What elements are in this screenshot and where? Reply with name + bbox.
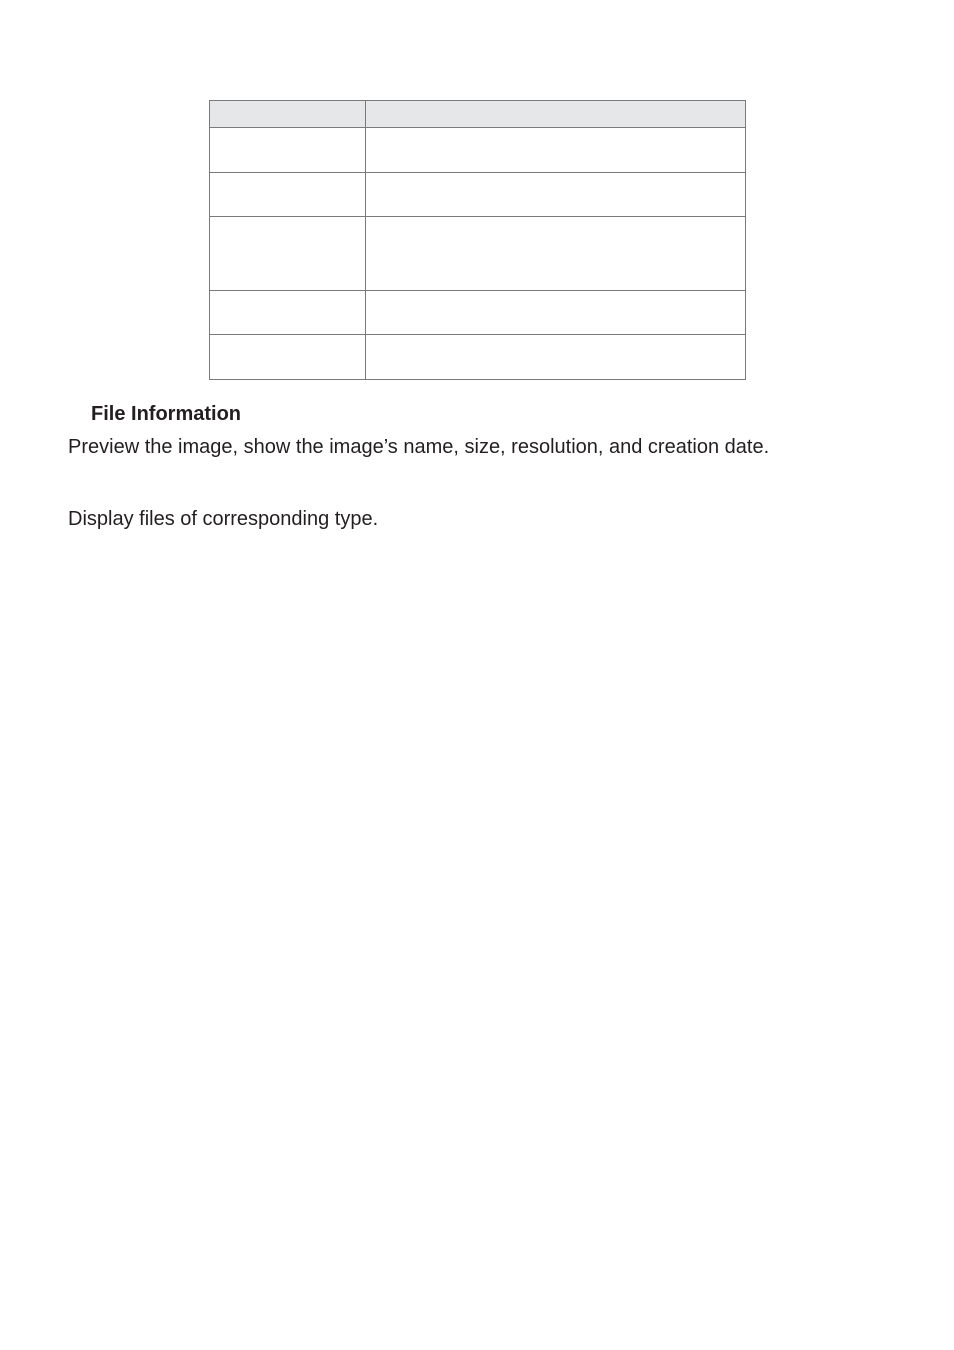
table-cell — [366, 128, 746, 173]
table-row — [210, 173, 746, 217]
table-cell — [210, 217, 366, 291]
table-cell — [366, 217, 746, 291]
table-cell — [210, 291, 366, 335]
table-row — [210, 291, 746, 335]
table-cell — [366, 291, 746, 335]
table-row — [210, 217, 746, 291]
spec-table — [209, 100, 746, 380]
table-cell — [366, 173, 746, 217]
table-header-row — [210, 101, 746, 128]
table-header-cell — [210, 101, 366, 128]
table-row — [210, 128, 746, 173]
section-heading: File Information — [91, 403, 241, 425]
table-row — [210, 335, 746, 380]
paragraph-file-info: Preview the image, show the image’s name, size, resolution, and creation date. — [68, 436, 770, 458]
table-header-cell — [366, 101, 746, 128]
table-cell — [210, 128, 366, 173]
table-cell — [366, 335, 746, 380]
table-cell — [210, 335, 366, 380]
paragraph-file-type: Display files of corresponding type. — [68, 508, 379, 530]
table-cell — [210, 173, 366, 217]
